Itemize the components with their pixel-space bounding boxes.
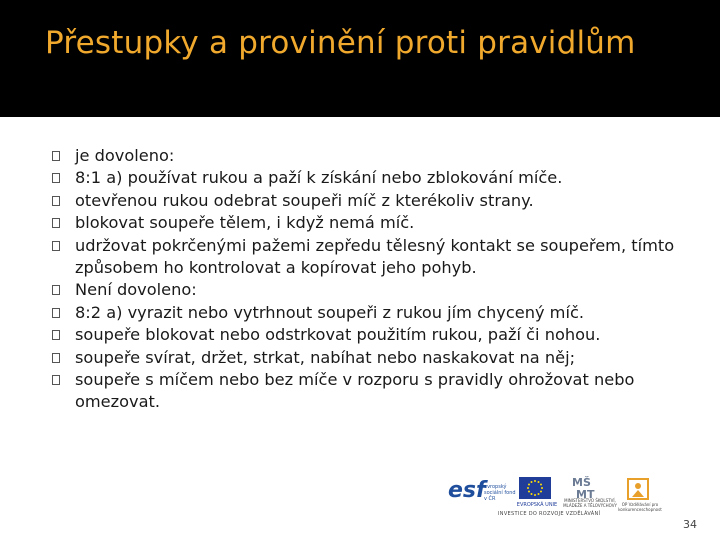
list-item bbox=[52, 145, 712, 167]
bullet-square-icon bbox=[52, 151, 60, 161]
bullet-list bbox=[52, 145, 712, 414]
bullet-text: otevřenou rukou odebrat soupeři míč z kterékoliv strany. bbox=[75, 190, 534, 210]
msmt-logo-icon bbox=[570, 474, 602, 500]
esf-caption: evropský sociální fond v ČR bbox=[484, 484, 516, 502]
bullet-square-icon bbox=[52, 330, 60, 340]
bullet-square-icon bbox=[52, 241, 60, 251]
list-item bbox=[52, 279, 712, 301]
msmt-caption: MINISTERSTVO ŠKOLSTVÍ, MLÁDEŽE A TĚLOVÝCHOVY bbox=[563, 498, 617, 508]
slide-title: Přestupky a provinění proti pravidlům bbox=[45, 25, 636, 61]
bullet-text: Není dovoleno: bbox=[75, 280, 197, 300]
bullet-square-icon bbox=[52, 173, 60, 183]
list-item bbox=[52, 167, 712, 189]
bullet-text: je dovoleno: bbox=[75, 146, 175, 165]
bullet-square-icon bbox=[52, 375, 60, 385]
eu-caption: EVROPSKÁ UNIE bbox=[516, 502, 558, 508]
title-bar bbox=[0, 0, 720, 117]
bullet-text: blokovat soupeře tělem, i když nemá míč. bbox=[75, 213, 415, 233]
bullet-square-icon bbox=[52, 308, 60, 318]
bullet-square-icon bbox=[52, 218, 60, 228]
list-item bbox=[52, 190, 712, 212]
list-item bbox=[52, 302, 712, 324]
eu-flag-icon bbox=[519, 477, 551, 499]
svg-text:MŠ: MŠ bbox=[572, 476, 591, 489]
bullet-text: 8:1 a) používat rukou a paží k získání nebo zblokování míče. bbox=[75, 168, 563, 188]
page-number: 34 bbox=[683, 518, 697, 531]
investment-caption: INVESTICE DO ROZVOJE VZDĚLÁVÁNÍ bbox=[498, 511, 601, 517]
list-item bbox=[52, 369, 712, 414]
bullet-text: soupeře s míčem nebo bez míče v rozporu s pravidly ohrožovat nebo omezovat. bbox=[75, 370, 635, 412]
bullet-text: soupeře blokovat nebo odstrkovat použitím rukou, paží či nohou. bbox=[75, 325, 601, 345]
bullet-square-icon bbox=[52, 353, 60, 363]
bullet-text: udržovat pokrčenými pažemi zepředu tělesný kontakt se soupeřem, tímto způsobem ho kontrolovat a kopírovat jeho pohyb. bbox=[75, 235, 675, 278]
esf-logo: esf bbox=[448, 478, 486, 503]
list-item bbox=[52, 324, 712, 346]
op-logo-icon bbox=[626, 477, 650, 501]
svg-text:MT: MT bbox=[576, 488, 595, 500]
bullet-square-icon bbox=[52, 196, 60, 206]
op-caption: OP Vzdělávání pro konkurenceschopnost bbox=[618, 502, 662, 512]
list-item bbox=[52, 212, 712, 234]
list-item bbox=[52, 235, 712, 280]
bullet-text: 8:2 a) vyrazit nebo vytrhnout soupeři z rukou jím chycený míč. bbox=[75, 302, 584, 322]
list-item bbox=[52, 347, 712, 369]
bullet-square-icon bbox=[52, 285, 60, 295]
bullet-text: soupeře svírat, držet, strkat, nabíhat nebo naskakovat na něj; bbox=[75, 347, 576, 367]
